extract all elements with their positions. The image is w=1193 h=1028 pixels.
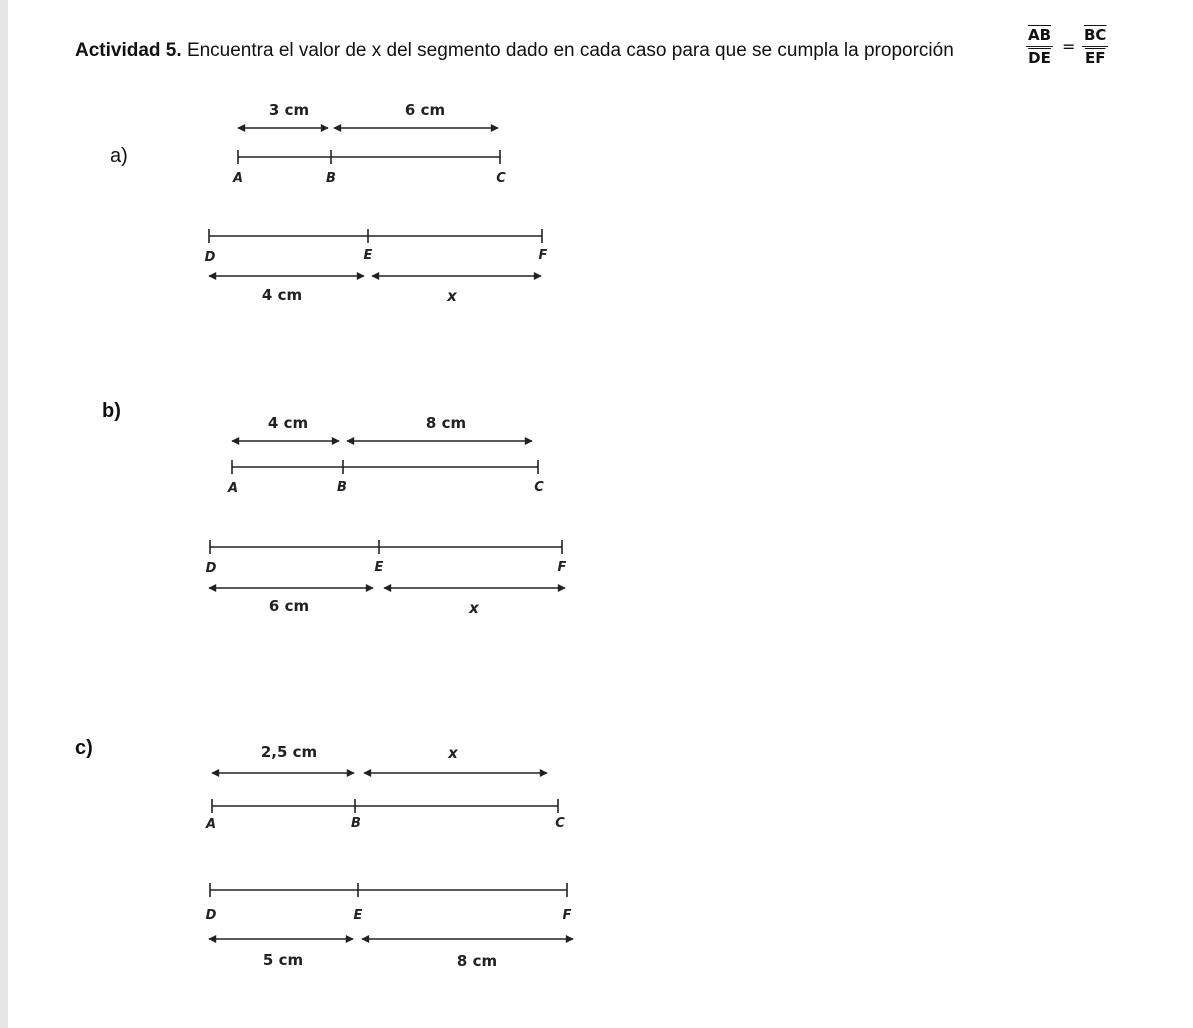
proportion-numerator-ab: $\overline{AB}$ — [1028, 26, 1052, 44]
c-top-right-measure: x — [448, 744, 458, 762]
b-top-right-measure: 8 cm — [425, 414, 467, 432]
a-top-left-measure: 3 cm — [268, 101, 310, 119]
proportion-numerator-bc: $\overline{BC}$ — [1084, 26, 1107, 44]
c-bottom-left-measure: 5 cm — [262, 951, 304, 969]
a-point-a: A — [232, 171, 244, 186]
b-point-f: F — [557, 560, 567, 575]
a-bottom-right-measure: x — [447, 287, 457, 305]
c-point-f: F — [562, 908, 572, 923]
a-point-e: E — [363, 248, 373, 263]
part-a-label: a) — [110, 145, 128, 167]
b-top-left-measure: 4 cm — [267, 414, 309, 432]
part-c-label: c) — [75, 737, 93, 759]
a-top-right-measure: 6 cm — [404, 101, 446, 119]
a-point-b: B — [326, 171, 336, 186]
a-point-f: F — [538, 248, 548, 263]
b-point-e: E — [374, 560, 384, 575]
activity-instruction: Encuentra el valor de x del segmento dado en cada caso para que se cumpla la proporción — [186, 40, 954, 61]
c-point-d: D — [205, 908, 217, 923]
c-bottom-right-measure: 8 cm — [456, 952, 498, 970]
activity-title: Actividad 5. — [75, 40, 182, 61]
proportion-denominator-ef: EF — [1084, 49, 1106, 67]
b-point-b: B — [337, 480, 347, 495]
b-point-c: C — [534, 480, 544, 495]
a-point-c: C — [496, 171, 506, 186]
c-point-c: C — [555, 816, 565, 831]
b-point-a: A — [227, 481, 239, 496]
c-top-left-measure: 2,5 cm — [260, 743, 318, 761]
part-b-label: b) — [102, 400, 121, 422]
a-point-d: D — [204, 250, 216, 265]
c-point-a: A — [205, 817, 217, 832]
a-bottom-left-measure: 4 cm — [261, 286, 303, 304]
b-bottom-right-measure: x — [469, 599, 479, 617]
c-point-e: E — [353, 908, 363, 923]
proportion-denominator-de: DE — [1028, 49, 1051, 67]
proportion-equals: = — [1062, 37, 1076, 56]
c-point-b: B — [351, 816, 361, 831]
b-bottom-left-measure: 6 cm — [268, 597, 310, 615]
b-point-d: D — [205, 561, 217, 576]
